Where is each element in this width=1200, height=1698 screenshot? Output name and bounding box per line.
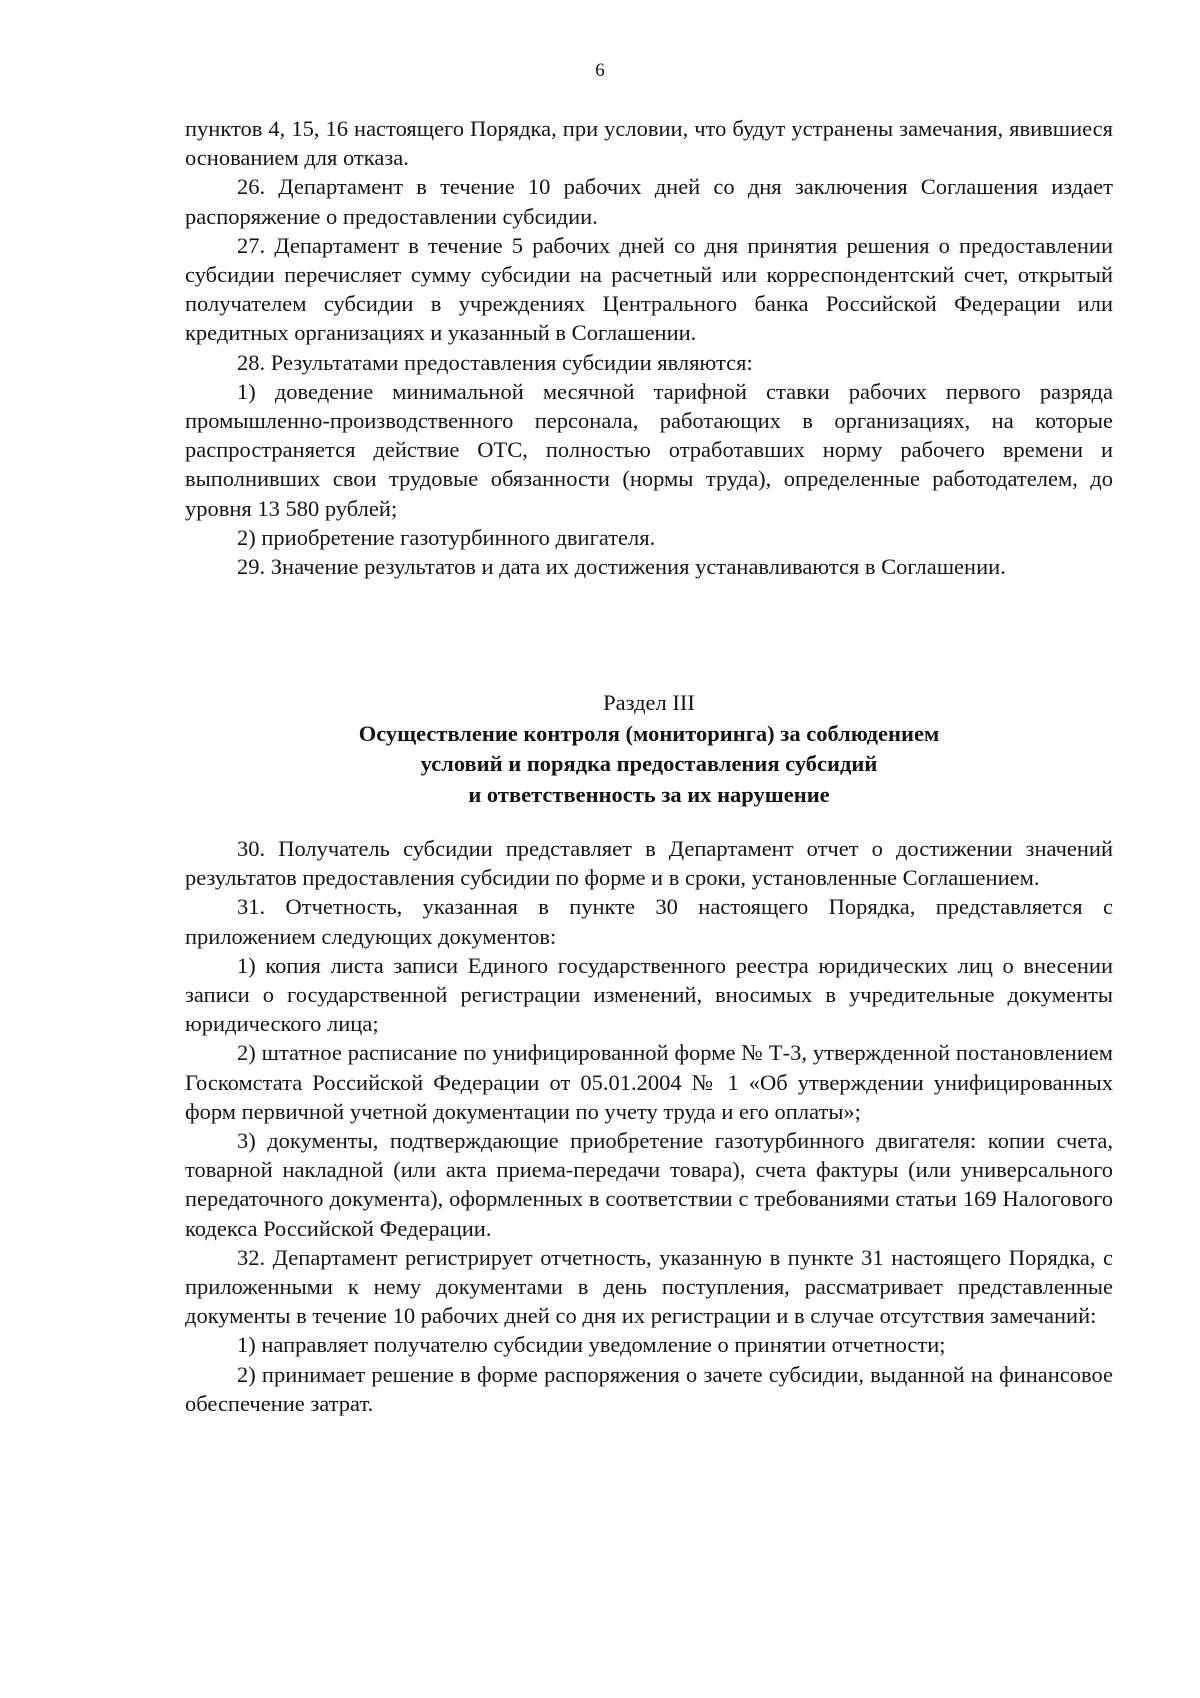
section-title-line: и ответственность за их нарушение: [468, 781, 830, 807]
paragraph: 30. Получатель субсидии представляет в Департамент отчет о достижении значений результатов предоставления субсидии по форме и в сроки, установленные Соглашением.: [185, 836, 1113, 891]
section-title-line: Осуществление контроля (мониторинга) за соблюдением: [358, 720, 940, 746]
section-title-line: условий и порядка предоставления субсидий: [420, 751, 878, 776]
document-body-bottom: [185, 834, 1113, 1418]
paragraph: 2) штатное расписание по унифицированной форме № Т-3, утвержденной постановлением Госкомстата Российской Федерации от 05.01.2004 № 1 «Об утверждении унифицированных форм первичной учетной документации по учету труда и его оплаты»;: [185, 1040, 1113, 1124]
paragraph: 27. Департамент в течение 5 рабочих дней со дня принятия решения о предоставлении субсидии перечисляет сумму субсидии на расчетный или корреспондентский счет, открытый получателем субсидии в учреждениях Центрального банка Российской Федерации или кредитных организациях и указанный в Соглашении.: [185, 232, 1113, 346]
section-heading: [185, 688, 1113, 810]
paragraph: 29. Значение результатов и дата их достижения устанавливаются в Соглашении.: [237, 554, 1006, 580]
paragraph: 32. Департамент регистрирует отчетность, указанную в пункте 31 настоящего Порядка, с приложенными к нему документами в день поступления, рассматривает представленные документы в течение 10 рабочих дней со дня их регистрации и в случае отсутствия замечаний:: [185, 1244, 1113, 1329]
paragraph: 2) принимает решение в форме распоряжения о зачете субсидии, выданной на финансовое обеспечение затрат.: [185, 1361, 1113, 1416]
paragraph: 26. Департамент в течение 10 рабочих дней со дня заключения Соглашения издает распоряжение о предоставлении субсидии.: [185, 174, 1113, 229]
paragraph: 2) приобретение газотурбинного двигателя.: [237, 524, 656, 550]
paragraph: 3) документы, подтверждающие приобретение газотурбинного двигателя: копии счета, товарной накладной (или акта приема-передачи товара), счета фактуры (или универсального передаточного документа), оформленных в соответствии с требованиями статьи 169 Налогового кодекса Российской Федерации.: [185, 1128, 1113, 1241]
paragraph: 31. Отчетность, указанная в пункте 30 настоящего Порядка, представляется с приложением следующих документов:: [185, 894, 1113, 949]
document-body-top: [185, 114, 1113, 581]
page-number: 6: [595, 60, 605, 81]
section-number: Раздел III: [603, 690, 695, 715]
paragraph: 1) доведение минимальной месячной тарифной ставки рабочих первого разряда промышленно-производственного персонала, работающих в организациях, на которые распространяется действие ОТС, полностью отработавших норму рабочего времени и выполнивших свои трудовые обязанности (нормы труда), определенные работодателем, до уровня 13 580 рублей;: [185, 378, 1113, 521]
paragraph: 28. Результатами предоставления субсидии являются:: [237, 349, 753, 375]
paragraph: 1) копия листа записи Единого государственного реестра юридических лиц о внесении записи о государственной регистрации изменений, вносимых в учредительные документы юридического лица;: [185, 952, 1113, 1037]
paragraph: пунктов 4, 15, 16 настоящего Порядка, при условии, что будут устранены замечания, явившиеся основанием для отказа.: [185, 116, 1113, 171]
paragraph: 1) направляет получателю субсидии уведомление о принятии отчетности;: [237, 1332, 946, 1358]
